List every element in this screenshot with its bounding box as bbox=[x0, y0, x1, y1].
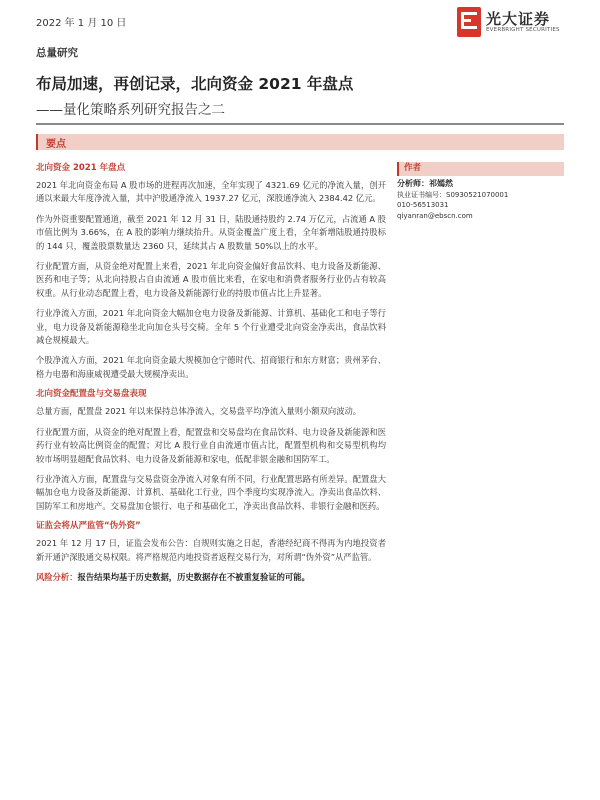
analyst-name: 分析师：祁嫣然 bbox=[397, 179, 453, 188]
section-heading: 北向资金 2021 年盘点 bbox=[36, 163, 126, 173]
logo-chinese-name: 光大证券 bbox=[486, 10, 551, 28]
report-title: 布局加速，再创记录，北向资金 2021 年盘点 bbox=[36, 75, 354, 93]
main-content bbox=[36, 162, 386, 591]
report-date: 2022 年 1 月 10 日 bbox=[36, 18, 127, 29]
email-address[interactable]: qiyanran@ebscn.com bbox=[397, 211, 473, 220]
logo-english-name: EVERBRIGHT SECURITIES bbox=[486, 27, 560, 33]
section-heading: 北向资金配置盘与交易盘表现 bbox=[36, 389, 147, 400]
report-subtitle: ——量化策略系列研究报告之二 bbox=[36, 102, 225, 118]
paragraph: 行业净流入方面，2021 年北向资金大幅加仓电力设备及新能源、计算机、基础化工和电子等行业，电力设备及新能源稳坐北向加仓头号交椅。全年 5 个行业遭受北向资金净卖出，食品饮料减仓规模最大。 bbox=[36, 308, 386, 346]
phone-number: 010-56513031 bbox=[397, 201, 449, 209]
company-logo bbox=[456, 6, 572, 40]
paragraph: 个股净流入方面，2021 年北向资金最大规模加仓宁德时代、招商银行和东方财富；贵州茅台、格力电器和海康威视遭受最大规模净卖出。 bbox=[36, 355, 386, 379]
paragraph: 行业净流入方面，配置盘与交易盘资金净流入对象有所不同，行业配置思路有所差异。配置盘大幅加仓电力设备及新能源、计算机、基础化工行业，四个季度均实现净流入。净卖出食品饮料、国防军工和房地产。交易盘加仓银行、电子和基础化工，净卖出食品饮料、非银行金融和医药。 bbox=[36, 473, 386, 511]
paragraph: 作为外资重要配置通道，截至 2021 年 12 月 31 日，陆股通持股约 2.74 万亿元，占流通 A 股市值比例为 3.66%，在 A 股的影响力继续抬升。从资金覆盖广度上看，全年新增陆股通持股标的 144 只，覆盖股票数量达 2360 只，延续其占 A 股数量 50%以上的水平。 bbox=[36, 213, 386, 251]
paragraph: 行业配置方面，从资金绝对配置上来看，2021 年北向资金偏好食品饮料、电力设备及新能源、医药和电子等；从北向持股占自由流通 A 股市值比来看，在家电和消费者服务行业仍占有较高权重。从行业动态配置上看，电力设备及新能源行业的持股市值占比上升显著。 bbox=[36, 261, 386, 298]
paragraph: 总量方面，配置盘 2021 年以来保持总体净流入，交易盘平均净流入量则小额双向波动。 bbox=[36, 406, 362, 417]
risk-text: 报告结果均基于历史数据，历史数据存在不被重复验证的可能。 bbox=[77, 571, 310, 582]
summary-bar bbox=[36, 134, 564, 150]
report-category: 总量研究 bbox=[36, 47, 78, 59]
license-number: 执业证书编号：S0930521070001 bbox=[397, 190, 509, 199]
section-heading: 证监会将从严监管“伪外资” bbox=[36, 521, 141, 532]
summary-label: 要点 bbox=[46, 139, 66, 150]
risk-label: 风险分析： bbox=[36, 571, 78, 582]
paragraph: 2021 年北向资金布局 A 股市场的进程再次加速，全年实现了 4321.69 亿元的净流入量，创开通以来最大年度净流入量，其中沪股通净流入 1937.27 亿元，深股通净流入 2384.42 亿元。 bbox=[36, 180, 386, 204]
sidebar-heading: 作者 bbox=[397, 162, 564, 176]
author-sidebar bbox=[397, 162, 564, 221]
paragraph: 行业配置方面，从资金的绝对配置上看，配置盘和交易盘均在食品饮料、电力设备及新能源和医药行业有较高比例资金的配置；对比 A 股行业自由流通市值占比，配置型机构和交易型机构均较市场明显超配食品饮料、电力设备及新能源和家电，低配非银金融和国防军工。 bbox=[36, 426, 386, 464]
paragraph: 2021 年 12 月 17 日，证监会发布公告：自规则实施之日起，香港经纪商不得再为内地投资者新开通沪深股通交易权限。将严格规范内地投资者返程交易行为，对所谓“伪外资”从严监管。 bbox=[36, 538, 386, 562]
everbright-logo-icon bbox=[456, 6, 482, 38]
title-rule bbox=[36, 123, 564, 125]
risk-note bbox=[36, 571, 386, 584]
